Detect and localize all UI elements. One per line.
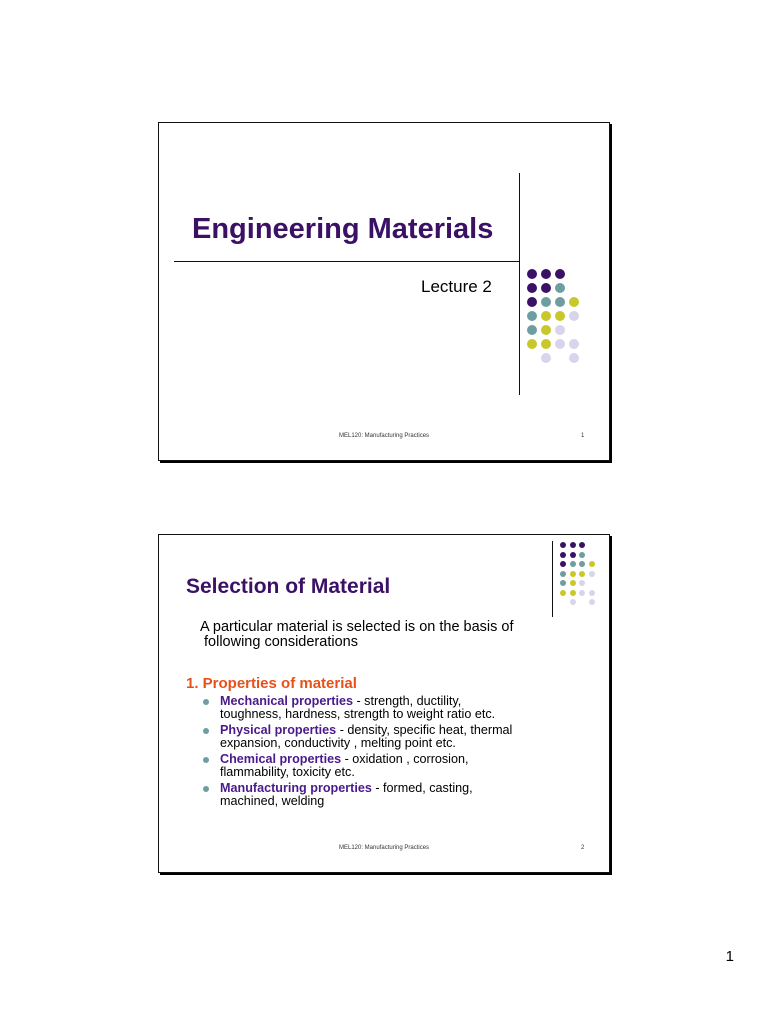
property-term: Mechanical properties xyxy=(220,694,353,708)
decorative-dot xyxy=(579,580,585,586)
intro-line-2: following considerations xyxy=(204,634,358,650)
slide-footer: MEL120: Manufacturing Practices xyxy=(339,845,430,851)
slide-subtitle: Lecture 2 xyxy=(421,277,492,296)
property-term: Physical properties xyxy=(220,723,337,737)
slide-1 xyxy=(158,122,610,461)
decorative-dot xyxy=(579,571,585,577)
decorative-dot xyxy=(560,542,566,548)
property-desc-cont: flammability, toxicity etc. xyxy=(220,765,355,779)
decorative-dot xyxy=(570,590,576,596)
property-desc-cont: expansion, conductivity , melting point etc. xyxy=(220,736,456,750)
property-term: Chemical properties xyxy=(220,752,342,766)
decorative-dot xyxy=(579,590,585,596)
slide-footer: MEL120: Manufacturing Practices xyxy=(339,433,430,439)
intro-text xyxy=(200,620,580,650)
decorative-dot xyxy=(555,325,565,335)
decorative-dot xyxy=(541,283,551,293)
property-desc: - density, specific heat, thermal xyxy=(336,723,513,737)
decorative-dot xyxy=(569,339,579,349)
decorative-dot xyxy=(541,311,551,321)
list-item xyxy=(203,695,583,721)
property-desc-cont: toughness, hardness, strength to weight ratio etc. xyxy=(220,707,496,721)
slide-number: 2 xyxy=(581,845,585,851)
decorative-dot xyxy=(527,339,537,349)
decorative-dot xyxy=(560,561,566,567)
decorative-dot xyxy=(555,311,565,321)
decorative-dot xyxy=(527,325,537,335)
decorative-dot xyxy=(541,353,551,363)
vertical-divider xyxy=(519,173,520,395)
page-number: 1 xyxy=(725,948,734,965)
vertical-divider xyxy=(552,541,553,617)
horizontal-divider xyxy=(174,261,519,262)
property-term: Manufacturing properties xyxy=(220,781,372,795)
decorative-dot xyxy=(570,552,576,558)
decorative-dot xyxy=(589,599,595,605)
property-desc: - oxidation , corrosion, xyxy=(341,752,469,766)
decorative-dot xyxy=(570,571,576,577)
slide-2 xyxy=(158,534,610,873)
decorative-dot xyxy=(569,297,579,307)
decorative-dot xyxy=(570,580,576,586)
decorative-dot xyxy=(589,590,595,596)
section-heading: 1. Properties of material xyxy=(186,675,357,692)
slide-number: 1 xyxy=(581,433,585,439)
intro-line-1: A particular material is selected is on the basis of xyxy=(200,619,514,635)
decorative-dot xyxy=(579,542,585,548)
decorative-dot xyxy=(555,269,565,279)
slide-title: Selection of Material xyxy=(186,575,391,598)
decorative-dot xyxy=(560,590,566,596)
list-item xyxy=(203,782,583,808)
decorative-dot xyxy=(541,269,551,279)
decorative-dot xyxy=(541,325,551,335)
decorative-dot xyxy=(541,339,551,349)
decorative-dot xyxy=(555,283,565,293)
decorative-dot xyxy=(560,580,566,586)
property-desc: - formed, casting, xyxy=(371,781,473,795)
decorative-dot xyxy=(527,311,537,321)
decorative-dot xyxy=(570,599,576,605)
decorative-dot xyxy=(570,561,576,567)
decorative-dot xyxy=(569,353,579,363)
list-item xyxy=(203,724,583,750)
properties-list xyxy=(203,695,583,811)
bullet-icon xyxy=(203,786,209,792)
list-item xyxy=(203,753,583,779)
decorative-dot xyxy=(527,269,537,279)
decorative-dot xyxy=(560,552,566,558)
property-desc-cont: machined, welding xyxy=(220,794,325,808)
decorative-dot xyxy=(579,552,585,558)
bullet-icon xyxy=(203,728,209,734)
slide-title: Engineering Materials xyxy=(192,213,494,245)
decorative-dot xyxy=(555,339,565,349)
decorative-dot xyxy=(589,561,595,567)
decorative-dot xyxy=(579,561,585,567)
decorative-dot xyxy=(555,297,565,307)
bullet-icon xyxy=(203,699,209,705)
decorative-dot xyxy=(589,571,595,577)
decorative-dot xyxy=(569,311,579,321)
decorative-dot xyxy=(570,542,576,548)
decorative-dot xyxy=(560,571,566,577)
decorative-dot xyxy=(527,283,537,293)
decorative-dot xyxy=(527,297,537,307)
decorative-dot xyxy=(541,297,551,307)
property-desc: - strength, ductility, xyxy=(352,694,462,708)
bullet-icon xyxy=(203,757,209,763)
